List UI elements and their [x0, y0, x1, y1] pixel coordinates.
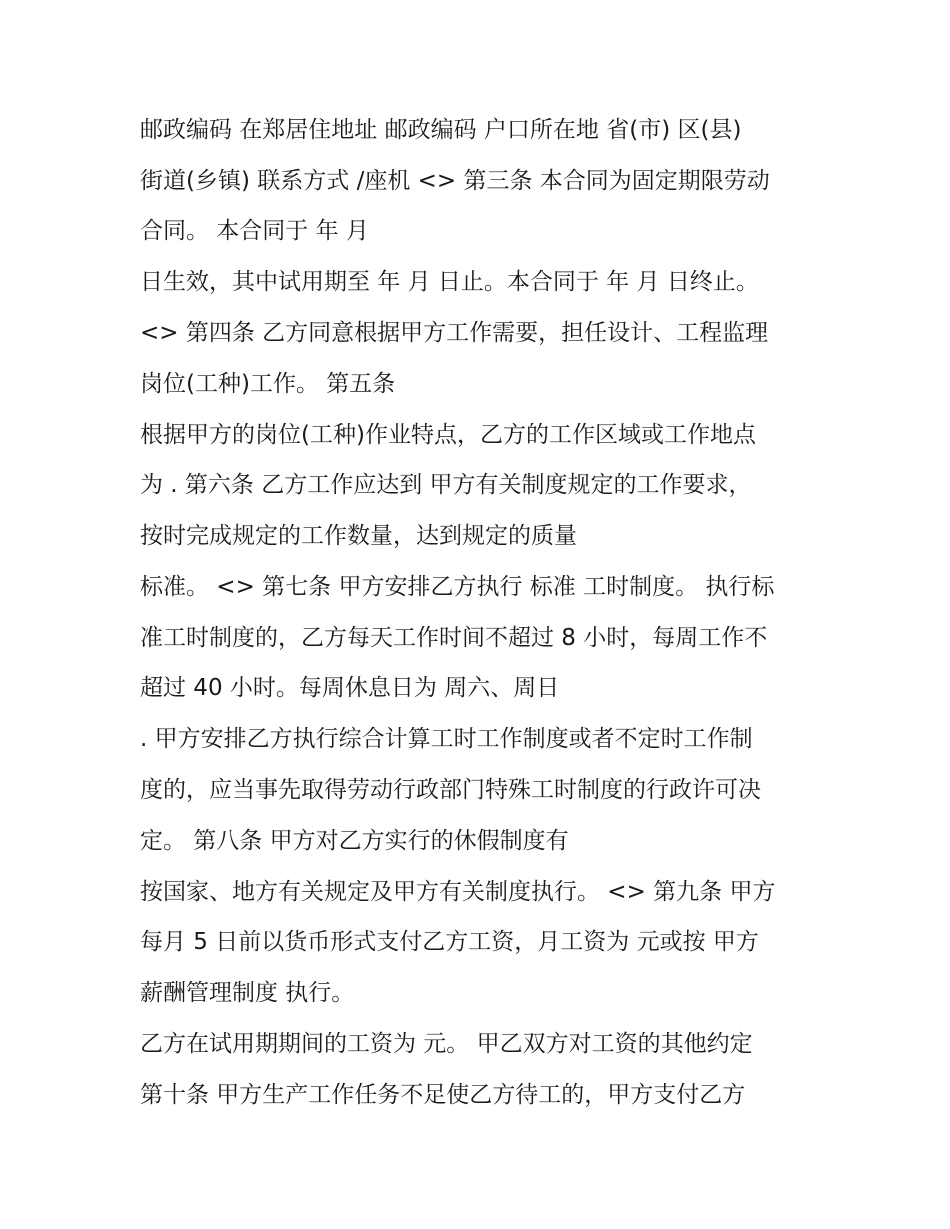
text-line: 第十条 甲方生产工作任务不足使乙方待工的，甲方支付乙方	[140, 1082, 746, 1108]
text-line: 超过 40 小时。每周休息日为 周六、周日	[140, 675, 560, 701]
text-line: 乙方在试用期期间的工资为 元。 甲乙双方对工资的其他约定	[140, 1031, 753, 1057]
text-line: 合同。 本合同于 年 月	[140, 218, 369, 244]
text-line: 日生效，其中试用期至 年 月 日止。本合同于 年 月 日终止。	[140, 269, 759, 295]
text-line: . 甲方安排乙方执行综合计算工时工作制度或者不定时工作制	[140, 726, 753, 752]
text-line: 薪酬管理制度 执行。	[140, 980, 355, 1006]
text-line: <> 第四条 乙方同意根据甲方工作需要，担任设计、工程监理	[140, 320, 769, 346]
text-line: 根据甲方的岗位(工种)作业特点，乙方的工作区域或工作地点	[140, 422, 756, 448]
text-line: 度的，应当事先取得劳动行政部门特殊工时制度的行政许可决	[140, 777, 761, 803]
text-line: 准工时制度的，乙方每天工作时间不超过 8 小时，每周工作不	[140, 625, 768, 651]
text-line: 按时完成规定的工作数量，达到规定的质量	[140, 523, 577, 549]
text-line: 街道(乡镇) 联系方式 /座机 <> 第三条 本合同为固定期限劳动	[140, 168, 770, 194]
text-line: 每月 5 日前以货币形式支付乙方工资，月工资为 元或按 甲方	[140, 929, 759, 955]
text-line: 按国家、地方有关规定及甲方有关制度执行。 <> 第九条 甲方	[140, 879, 776, 905]
text-line: 定。 第八条 甲方对乙方实行的休假制度有	[140, 828, 569, 854]
text-line: 为 . 第六条 乙方工作应达到 甲方有关制度规定的工作要求，	[140, 472, 752, 498]
text-line: 邮政编码 在郑居住地址 邮政编码 户口所在地 省(市) 区(县)	[140, 117, 742, 143]
text-line: 岗位(工种)工作。 第五条	[140, 371, 396, 397]
text-line: 标准。 <> 第七条 甲方安排乙方执行 标准 工时制度。 执行标	[140, 574, 775, 600]
